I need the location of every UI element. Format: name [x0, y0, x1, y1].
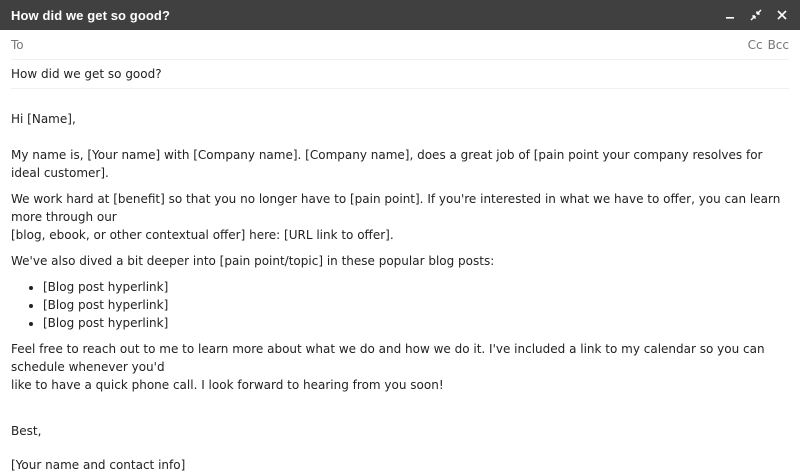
close-icon[interactable]: [774, 7, 790, 23]
cc-bcc-links: [748, 38, 789, 52]
compose-title-bar: [0, 0, 800, 30]
offer-line-2: [blog, ebook, or other contextual offer] here: [URL link to offer].: [11, 228, 394, 242]
compose-window-title: How did we get so good?: [11, 7, 171, 23]
signoff-line: Best,: [11, 424, 42, 438]
signature-line: [Your name and contact info]: [11, 458, 186, 472]
to-field-label[interactable]: To: [11, 37, 24, 52]
cta-line-2: like to have a quick phone call. I look forward to hearing from you soon!: [11, 378, 444, 392]
blog-post-list: [11, 278, 789, 332]
list-item[interactable]: • [Blog post hyperlink]: [43, 296, 789, 314]
greeting-line: Hi [Name],: [11, 112, 76, 126]
window-controls: [722, 7, 790, 23]
bcc-link[interactable]: Bcc: [767, 37, 789, 52]
offer-paragraph: [11, 190, 789, 244]
offer-line-1: We work hard at [benefit] so that you no longer have to [pain point]. If you're interested in what we have to offer, you can learn more through our: [11, 192, 781, 224]
list-item[interactable]: • [Blog post hyperlink]: [43, 314, 789, 332]
recipients-row[interactable]: [11, 30, 789, 60]
cta-line-1: Feel free to reach out to me to learn more about what we do and how we do it. I've included a link to my calendar so you can schedule whenever you'd: [11, 342, 765, 374]
cc-link[interactable]: Cc: [747, 37, 763, 52]
subject-row[interactable]: [11, 60, 789, 89]
list-item[interactable]: • [Blog post hyperlink]: [43, 278, 789, 296]
exit-fullscreen-icon[interactable]: [748, 7, 764, 23]
cta-paragraph: [11, 340, 789, 394]
subject-field[interactable]: How did we get so good?: [11, 67, 162, 81]
intro-paragraph: My name is, [Your name] with [Company name]. [Company name], does a great job of [pain point your company resolves for ideal customer].: [11, 148, 763, 180]
minimize-icon[interactable]: [722, 7, 738, 23]
blog-intro-paragraph: We've also dived a bit deeper into [pain point/topic] in these popular blog posts:: [11, 254, 495, 268]
message-body[interactable]: [0, 89, 800, 474]
